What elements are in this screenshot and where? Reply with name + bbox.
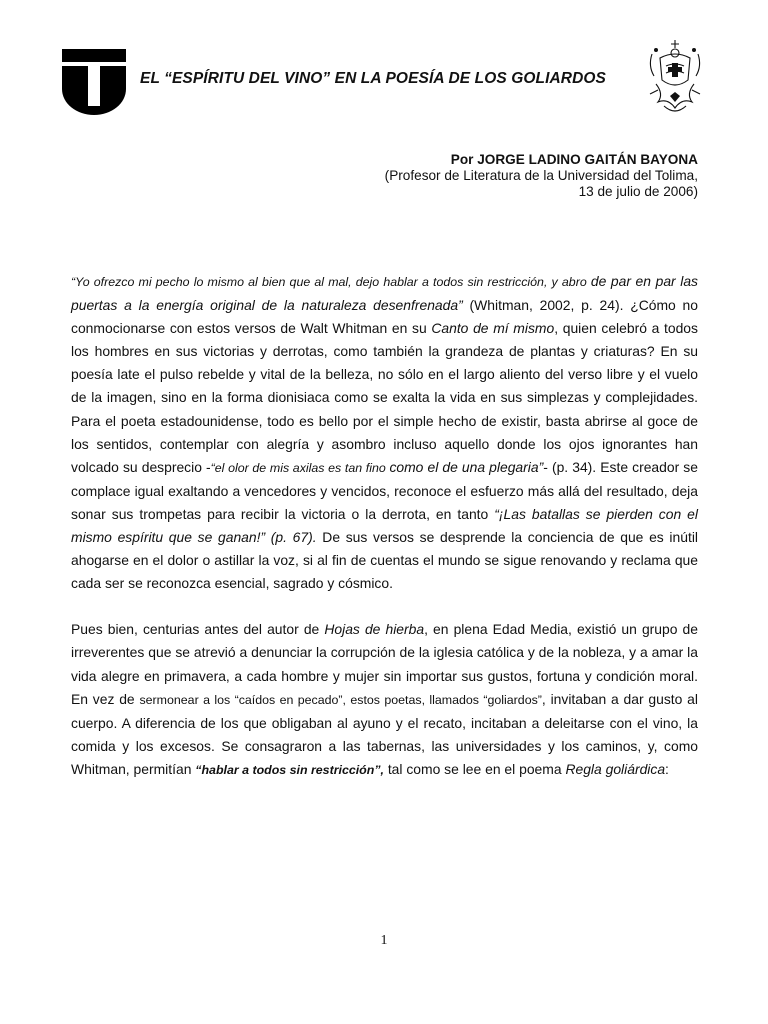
university-t-logo bbox=[62, 49, 126, 115]
body-text: (Whitman, 2002, p. 24). ¿Cómo no conmocionarse con estos versos de Walt Whitman en su bbox=[71, 297, 699, 337]
work-title: Hojas de hierba bbox=[324, 621, 425, 638]
author-byline bbox=[385, 152, 698, 200]
paragraph-2 bbox=[71, 618, 698, 782]
quote-text: como el de una plegaria” bbox=[389, 458, 544, 475]
page-number: 1 bbox=[380, 933, 388, 948]
body-text: Pues bien, centurias antes del autor de bbox=[71, 621, 325, 638]
quote-text: de par en par las puertas a la energía original de la naturaleza desenfrenada” bbox=[71, 273, 699, 314]
body-text: De sus versos se desprende la conciencia de que es inútil ahogarse en el dolor o astillar la voz, si al fin de cuentas el mundo se sigue renovando y reclama que cada ser se reconozca esencial, sagrado y cósmico. bbox=[71, 529, 698, 592]
quote-text: “el olor de mis axilas es tan fino bbox=[210, 460, 390, 475]
quote-text: “Yo ofrezco mi pecho lo mismo al bien que al mal, dejo hablar a todos sin restricción, y abro bbox=[71, 275, 591, 289]
body-text: sermonear a los “caídos en pecado”, estos poetas, llamados “goliardos” bbox=[139, 692, 542, 707]
author-role: (Profesor de Literatura de la Universidad del Tolima, bbox=[384, 168, 698, 183]
article-body bbox=[71, 270, 698, 782]
quote-text: “hablar a todos sin restricción”, bbox=[195, 762, 384, 777]
body-text: : bbox=[665, 760, 669, 777]
body-text: - (p. 34). Este creador se complace igual exaltando a vencedores y vencidos, reconoce el esfuerzo más allá del resultado, deja sonar sus trompetas para recibir la victoria o la derrota, en tanto bbox=[71, 458, 698, 522]
work-title: Canto de mí mismo bbox=[431, 320, 555, 337]
body-text: , en plena Edad Media, existió un grupo de irreverentes que se atrevió a denunciar la corrupción de la iglesia católica y de la nobleza, y a amar la vida alegre en primavera, a cada hombre y mujer sin importar sus gustos, fortuna y condición moral. En vez de bbox=[71, 621, 699, 707]
body-text: tal como se lee en el poema bbox=[383, 760, 566, 777]
work-title: Regla goliárdica bbox=[565, 760, 666, 777]
quote-text: “¡Las batallas se pierden con el mismo espíritu que se ganan!” (p. 67). bbox=[71, 505, 698, 546]
paragraph-1 bbox=[71, 270, 698, 595]
document-title: EL “ESPÍRITU DEL VINO” EN LA POESÍA DE LOS GOLIARDOS bbox=[140, 70, 606, 87]
body-text: , invitaban a dar gusto al cuerpo. A diferencia de los que obligaban al ayuno y el recato, incitaban a deleitarse con el vino, la comida y los excesos. Se consagraron a las tabernas, las universidades y los caminos, y, como Whitman, permitían bbox=[71, 690, 698, 777]
author-name: Por JORGE LADINO GAITÁN BAYONA bbox=[450, 152, 698, 167]
body-text: , quien celebró a todos los hombres en sus victorias y derrotas, como también la grandeza de plantas y criaturas? En su poesía late el pulso rebelde y vital de la belleza, no sólo en el largo aliento del verso libre y el vuelo de la imagen, sino en la forma dionisiaca como se exalta la vida en sus simplezas y complejidades. Para el poeta estadounidense, todo es bello por el simple hecho de existir, basta abrirse al goce de los sentidos, contemplar con alegría y asombro incluso aquello donde los ojos ignorantes han volcado su desprecio - bbox=[71, 320, 698, 475]
author-date: 13 de julio de 2006) bbox=[578, 184, 698, 199]
crest-emblem-icon bbox=[644, 36, 706, 118]
